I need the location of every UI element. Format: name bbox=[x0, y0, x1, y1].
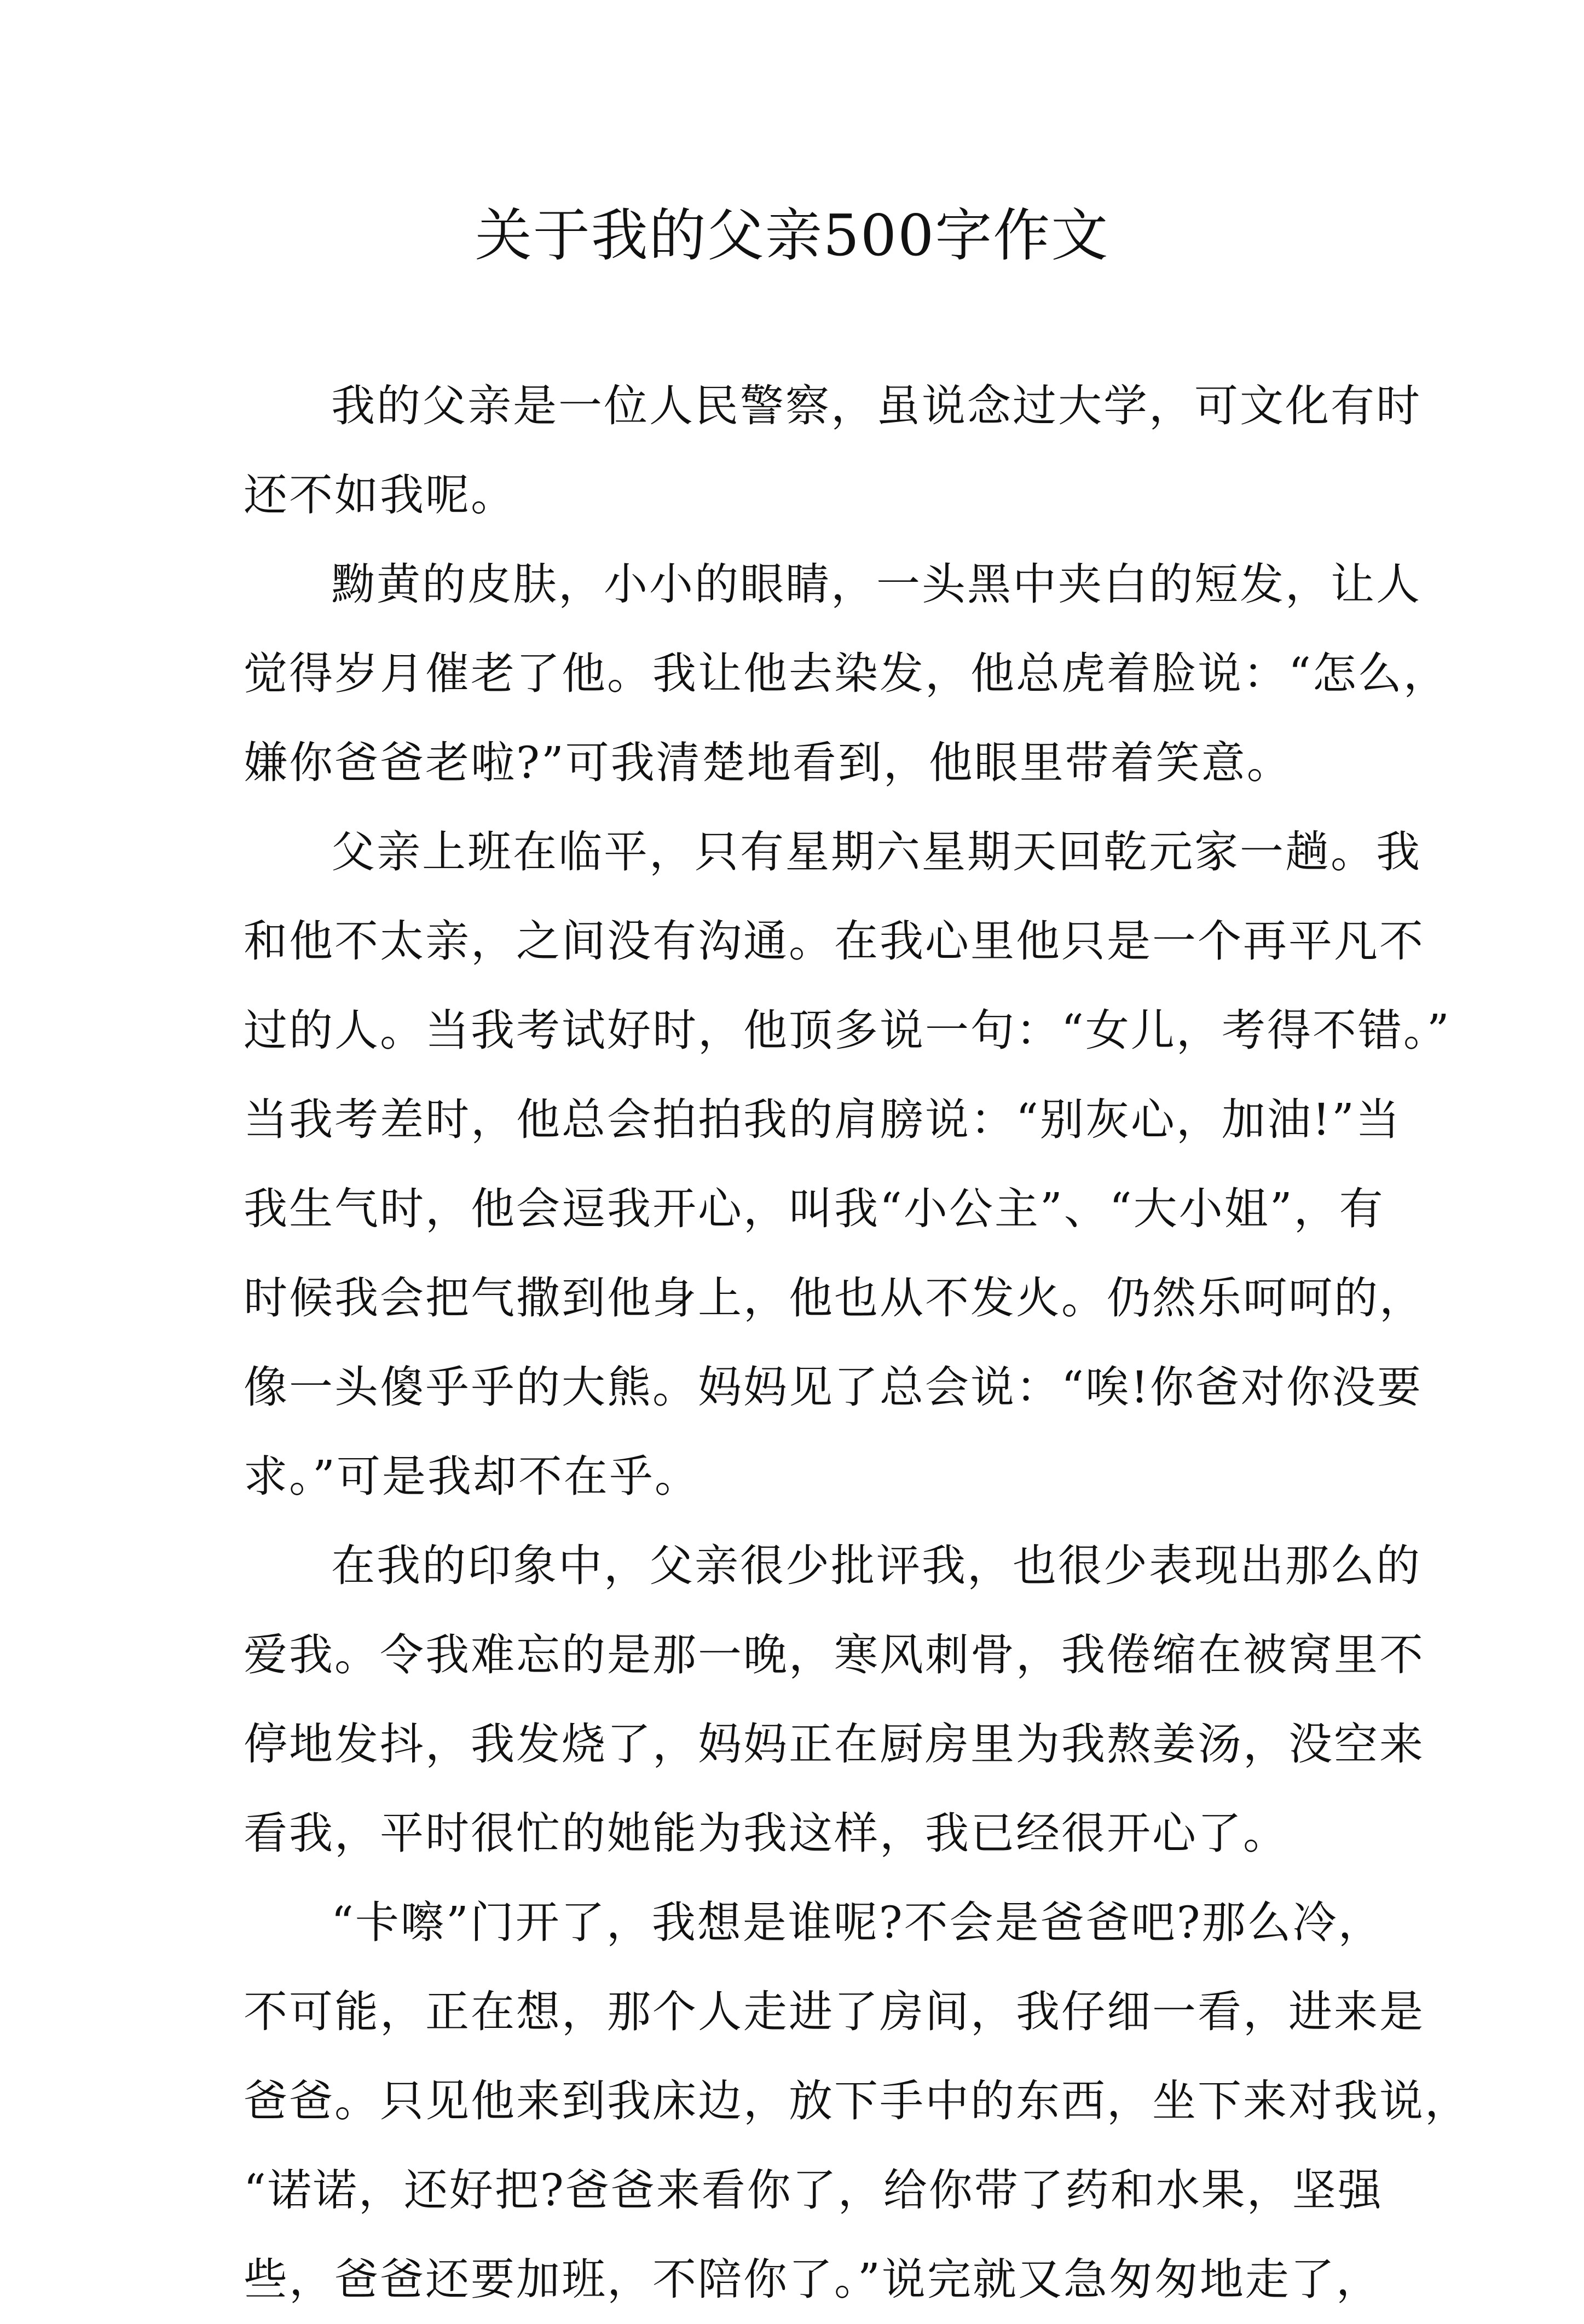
text-line: 和他不太亲，之间没有沟通。在我心里他只是一个再平凡不 bbox=[244, 916, 1425, 967]
text-line: 当我考差时，他总会拍拍我的肩膀说：“别灰心，加油!”当 bbox=[244, 1094, 1401, 1145]
text-line: 像一头傻乎乎的大熊。妈妈见了总会说：“唉!你爸对你没要 bbox=[244, 1362, 1423, 1413]
text-line: 还不如我呢。 bbox=[244, 470, 516, 521]
document-body bbox=[244, 361, 1470, 2324]
text-line: 我的父亲是一位人民警察，虽说念过大学，可文化有时 bbox=[331, 380, 1421, 431]
text-line: 停地发抖，我发烧了，妈妈正在厨房里为我熬姜汤，没空来 bbox=[244, 1719, 1425, 1770]
text-line: 不可能，正在想，那个人走进了房间，我仔细一看，进来是 bbox=[244, 1986, 1425, 2037]
text-line: 我生气时，他会逗我开心，叫我“小公主”、“大小姐”，有 bbox=[244, 1183, 1385, 1234]
document-title: 关于我的父亲500字作文 bbox=[475, 202, 1109, 269]
text-line: 父亲上班在临平，只有星期六星期天回乾元家一趟。我 bbox=[331, 826, 1421, 877]
text-line: 些，爸爸还要加班，不陪你了。”说完就又急匆匆地走了， bbox=[244, 2254, 1381, 2305]
text-line: 嫌你爸爸老啦?”可我清楚地看到，他眼里带着笑意。 bbox=[244, 737, 1292, 788]
text-line: 爸爸。只见他来到我床边，放下手中的东西，坐下来对我说， bbox=[244, 2076, 1470, 2126]
text-line: 时候我会把气撒到他身上，他也从不发火。仍然乐呵呵的， bbox=[244, 1273, 1425, 1323]
text-line: 求。”可是我却不在乎。 bbox=[244, 1451, 700, 1502]
text-line: “诺诺，还好把?爸爸来看你了，给你带了药和水果，坚强 bbox=[244, 2165, 1383, 2216]
text-line: 看我，平时很忙的她能为我这样，我已经很开心了。 bbox=[244, 1808, 1288, 1859]
text-line: 过的人。当我考试好时，他顶多说一句：“女儿，考得不错。” bbox=[244, 1005, 1451, 1056]
text-line: 觉得岁月催老了他。我让他去染发，他总虎着脸说：“怎么， bbox=[244, 648, 1449, 699]
text-line: 在我的印象中，父亲很少批评我，也很少表现出那么的 bbox=[331, 1540, 1421, 1591]
text-line: 黝黄的皮肤，小小的眼睛，一头黑中夹白的短发，让人 bbox=[331, 559, 1421, 610]
text-line: “卡嚓”门开了，我想是谁呢?不会是爸爸吧?那么冷， bbox=[331, 1897, 1384, 1948]
text-line: 爱我。令我难忘的是那一晚，寒风刺骨，我倦缩在被窝里不 bbox=[244, 1629, 1425, 1680]
